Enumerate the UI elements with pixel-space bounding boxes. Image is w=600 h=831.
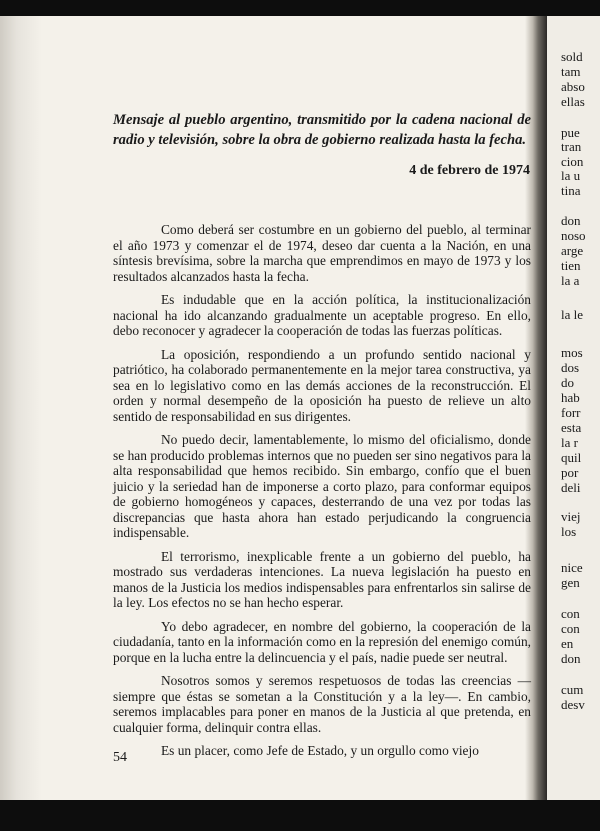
facing-line: arge (561, 243, 584, 258)
facing-line: forr (561, 405, 581, 420)
facing-line: quil (561, 450, 582, 465)
facing-line: cion (561, 154, 584, 169)
facing-line: ellas (561, 94, 585, 109)
facing-line: la a (561, 273, 580, 288)
facing-line: hab (561, 390, 580, 405)
facing-line: deli (561, 480, 581, 495)
facing-line: en (561, 636, 574, 651)
facing-line: la u (561, 168, 581, 183)
facing-line: los (561, 524, 577, 539)
facing-line: cum (561, 682, 584, 697)
scan-bottom-border (0, 800, 600, 831)
facing-line: noso (561, 228, 586, 243)
facing-line: do (561, 375, 574, 390)
paragraph: Yo debo agradecer, en nombre del gobierno, la cooperación de la ciudadanía, tanto en la información como en la represión del enemigo común, porque en la lucha entre la delincuencia y el país, nadie puede ser neutral. (113, 618, 531, 665)
facing-line: esta (561, 420, 582, 435)
facing-line: viej (561, 509, 581, 524)
paragraph: Nosotros somos y seremos respetuosos de todas las creencias —siempre que éstas se sometan a la Constitución y a la ley—. En cambio, seremos implacables para poner en manos de la Justicia al que pretenda, en cualquier forma, delinquir contra ellas. (113, 673, 531, 735)
paragraph: No puedo decir, lamentablemente, lo mismo del oficialismo, donde se han producido problemas internos que no pueden ser sino negativos para la alta responsabilidad que hemos recibido. Sin embargo, confío que el buen juicio y la seriedad han de imponerse a corto plazo, para conformar equipos de gobierno homogéneos y capaces, desterrando de una vez por todas las discrepancias que hasta ahora han estado perjudicando la congruencia indispensable. (113, 432, 531, 540)
facing-line: tran (561, 139, 582, 154)
document-date: 4 de febrero de 1974 (409, 163, 530, 178)
facing-page-fragment (547, 16, 600, 800)
paragraph: Como deberá ser costumbre en un gobierno del pueblo, al terminar el año 1973 y comenzar el de 1974, deseo dar cuenta a la Nación, en una síntesis brevísima, sobre la marcha que emprendimos en mayo de 1973 y los resultados alcanzados hasta la fecha. (113, 222, 531, 284)
facing-line: tam (561, 64, 581, 79)
facing-line: desv (561, 697, 585, 712)
facing-line: la r (561, 435, 578, 450)
facing-line: por (561, 465, 579, 480)
page-number: 54 (113, 750, 127, 765)
facing-line: tina (561, 183, 581, 198)
facing-line: mos (561, 345, 583, 360)
facing-line: con (561, 606, 580, 621)
facing-line: la le (561, 307, 584, 322)
facing-line: pue (561, 125, 580, 140)
paragraph: Es indudable que en la acción política, la institucionalización nacional ha ido alcanzando gradualmente un aceptable progreso. En ello, debo reconocer y agradecer la cooperación de todas las fuerzas políticas. (113, 292, 531, 338)
document-body (113, 222, 531, 767)
document-heading: Mensaje al pueblo argentino, transmitido por la cadena nacional de radio y televisión, sobre la obra de gobierno realizada hasta la fecha. (113, 112, 531, 148)
scan-left-margin (0, 16, 42, 800)
facing-line: don (561, 213, 581, 228)
paragraph: La oposición, respondiendo a un profundo sentido nacional y patriótico, ha colaborado permanentemente en la mejor tarea constructiva, ya sea en lo legislativo como en las demás acciones de la reconstrucción. El orden y normal desempeño de la oposición ha puesto de relieve un alto sentido de responsabilidad en sus dirigentes. (113, 346, 531, 424)
paragraph: El terrorismo, inexplicable frente a un gobierno del pueblo, ha mostrado sus verdaderas intenciones. La nueva legislación ha puesto en manos de la Justicia los medios indispensables para enfrentarlos sin salirse de la ley. Los efectos no se han hecho esperar. (113, 548, 531, 610)
facing-line: dos (561, 360, 580, 375)
facing-line: nice (561, 560, 583, 575)
facing-line: gen (561, 575, 580, 590)
paragraph: Es un placer, como Jefe de Estado, y un orgullo como viejo (161, 743, 479, 758)
facing-line: tien (561, 258, 581, 273)
scan-top-border (0, 0, 600, 16)
facing-line: don (561, 651, 581, 666)
facing-line: abso (561, 79, 585, 94)
facing-line: sold (561, 49, 583, 64)
facing-line: con (561, 621, 580, 636)
